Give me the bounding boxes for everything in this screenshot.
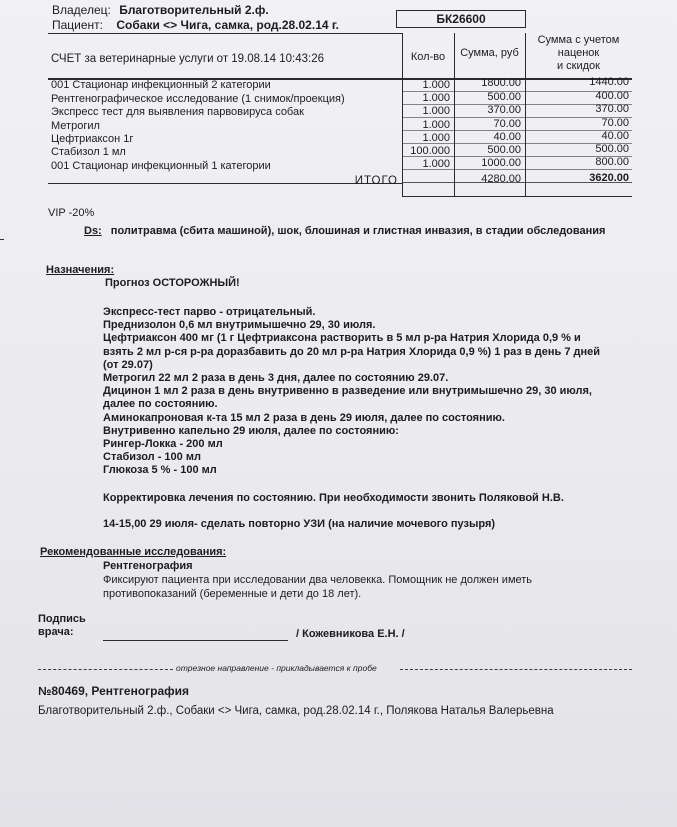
row-total: 500.00 xyxy=(595,143,629,155)
invoice-table xyxy=(48,33,632,197)
row-name: Цефтриаксон 1г xyxy=(51,133,134,145)
row-qty: 1.000 xyxy=(422,105,450,117)
recommended-title: Рентгенография xyxy=(103,560,193,572)
row-sum: 500.00 xyxy=(487,91,521,103)
prescription-line: Стабизол - 100 мл xyxy=(103,451,201,464)
col-total-header-line: наценок xyxy=(557,47,600,59)
prognosis: Прогноз ОСТОРОЖНЫЙ! xyxy=(105,277,240,289)
row-sum: 500.00 xyxy=(487,144,521,156)
margin-mark xyxy=(0,239,4,240)
row-total: 1440.00 xyxy=(589,76,629,88)
uzi-note: 14-15,00 29 июля- сделать повторно УЗИ (на наличие мочевого пузыря) xyxy=(103,518,496,530)
prescription-line: далее по состоянию. xyxy=(103,398,218,411)
diagnosis xyxy=(84,225,605,238)
col-total-header xyxy=(525,34,632,73)
row-qty: 1.000 xyxy=(422,158,450,170)
prescription-line: (от 29.07) xyxy=(103,358,153,371)
col-sum-header: Сумма, руб xyxy=(460,47,519,59)
row-total: 800.00 xyxy=(595,156,629,168)
col-total-header-line: и скидок xyxy=(556,60,600,72)
row-sum: 70.00 xyxy=(493,118,521,130)
signature-line xyxy=(103,640,288,641)
total-label: ИТОГО xyxy=(354,175,398,187)
row-total: 70.00 xyxy=(601,117,629,129)
prescription-line: Дицинон 1 мл 2 раза в день внутривенно в разведение или внутримышечно 29, 30 июля, xyxy=(103,385,592,398)
row-sum: 1000.00 xyxy=(481,157,521,169)
diagnosis-text: политравма (сбита машиной), шок, блошиная и глистная инвазия, в стадии обследования xyxy=(110,225,606,237)
referral-title: №80469, Рентгенография xyxy=(38,684,190,698)
row-name: Стабизол 1 мл xyxy=(51,146,126,158)
row-sum: 40.00 xyxy=(493,131,521,143)
recommended-line: противопоказаний (беременные и дети до 18 лет). xyxy=(103,588,362,600)
referral-details: Благотворительный 2.ф., Собаки <> Чига, самка, род.28.02.14 г., Полякова Наталья Валерьевна xyxy=(38,705,554,717)
row-qty: 100.000 xyxy=(410,145,450,157)
prescription-line: Рингер-Локка - 200 мл xyxy=(103,438,223,451)
row-sum: 370.00 xyxy=(487,104,521,116)
total-final: 3620.00 xyxy=(589,172,629,184)
recommended-label: Рекомендованные исследования: xyxy=(40,546,227,558)
signature-label xyxy=(38,613,86,639)
row-total: 370.00 xyxy=(595,103,629,115)
owner-label: Владелец: xyxy=(52,3,111,17)
row-total: 40.00 xyxy=(601,130,629,142)
prescription-line: взять 2 мл р-ся р-ра доразбавить до 20 мл р-ра Натрия Хлорида 0,9 %) 1 раз в день 7 дней xyxy=(103,345,600,358)
owner-row xyxy=(52,3,269,17)
signature-label-line: Подпись xyxy=(38,613,86,625)
card-number: БК26600 xyxy=(396,10,526,28)
vip-discount: VIP -20% xyxy=(48,207,95,219)
prescription-line: Метрогил 22 мл 2 раза в день 3 дня, далее по состоянию 29.07. xyxy=(103,372,449,385)
prescription-line: Преднизолон 0,6 мл внутримышечно 29, 30 июля. xyxy=(103,319,376,332)
signature-label-line: врача: xyxy=(38,626,74,639)
row-qty: 1.000 xyxy=(422,119,450,131)
owner-value: Благотворительный 2.ф. xyxy=(119,3,269,17)
patient-value: Собаки <> Чига, самка, род.28.02.14 г. xyxy=(116,18,340,32)
doctor-name: / Кожевникова Е.Н. / xyxy=(296,628,405,640)
diagnosis-label: Ds: xyxy=(84,225,102,237)
row-name: Экспресс тест для выявления парвовируса собак xyxy=(51,106,304,118)
invoice-title: СЧЕТ за ветеринарные услуги от 19.08.14 10:43:26 xyxy=(51,53,325,65)
patient-label: Пациент: xyxy=(52,18,104,32)
prescription-line: Экспресс-тест парво - отрицательный. xyxy=(103,306,316,318)
row-name: Метрогил xyxy=(51,120,100,132)
col-total-header-line: Сумма с учетом xyxy=(537,34,620,46)
cut-line-text: отрезное направление - прикладывается к пробе xyxy=(176,663,377,673)
cut-line-right xyxy=(400,669,632,670)
prescription-line: Аминокапроновая к-та 15 мл 2 раза в день 29 июля, далее по состоянию. xyxy=(103,411,505,424)
prescriptions-label: Назначения: xyxy=(46,264,115,276)
prescription-line: Глюкоза 5 % - 100 мл xyxy=(103,464,217,477)
row-total: 400.00 xyxy=(595,90,629,102)
row-name: 001 Стационар инфекционный 1 категории xyxy=(51,160,271,172)
cut-line-left xyxy=(38,669,173,670)
row-name: Рентгенографическое исследование (1 снимок/проекция) xyxy=(51,93,345,105)
row-name: 001 Стационар инфекционный 2 категории xyxy=(51,79,271,91)
prescription-list xyxy=(103,306,600,478)
row-qty: 1.000 xyxy=(422,92,450,104)
patient-row xyxy=(52,18,339,32)
col-qty-header: Кол-во xyxy=(410,51,446,63)
row-sum: 1800.00 xyxy=(481,77,521,89)
recommended-line: Фиксируют пациента при исследовании два человекка. Помощник не должен иметь xyxy=(103,574,533,586)
total-sum: 4280.00 xyxy=(481,173,521,185)
row-qty: 1.000 xyxy=(422,132,450,144)
correction-note: Корректировка лечения по состоянию. При необходимости звонить Поляковой Н.В. xyxy=(103,492,564,504)
row-qty: 1.000 xyxy=(422,79,450,91)
prescription-line: Цефтриаксон 400 мг (1 г Цефтриаксона растворить в 5 мл р-ра Натрия Хлорида 0,9 % и xyxy=(103,332,581,345)
prescription-line: Внутривенно капельно 29 июля, далее по состоянию: xyxy=(103,424,399,437)
